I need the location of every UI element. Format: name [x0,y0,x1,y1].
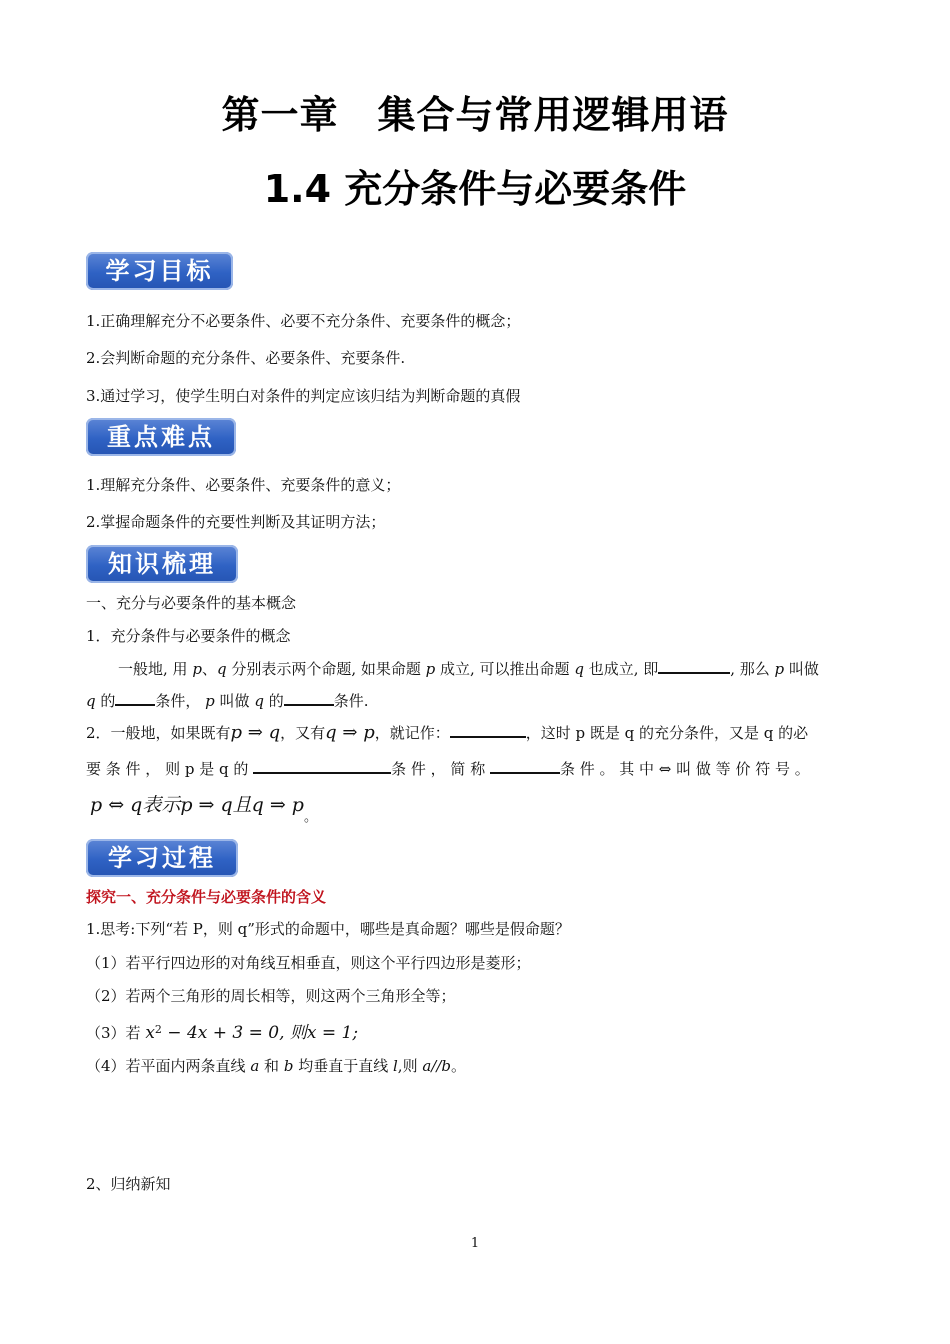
blank-sufficient [115,690,155,706]
knowledge-sub1: 1．充分条件与必要条件的概念 [86,627,291,645]
blank-notation [450,722,526,738]
key-point-2: 2.掌握命题条件的充要性判断及其证明方法； [86,513,386,531]
blank-short-name [490,758,560,774]
concept-paragraph-line2: q 的 条件， p 叫做 q 的 条件. [86,692,369,710]
definition-line1: 2．一般地，如果既有p ⇒ q，又有q ⇒ p，就记作： ，这时 p 既是 q 的充分条件，又是 q 的必 [86,722,809,743]
blank-condition-type [253,758,391,774]
badge-objectives: 学习目标 [86,252,233,290]
objective-3: 3.通过学习，使学生明白对条件的判定应该归结为判断命题的真假 [86,387,521,405]
proposition-1: （1）若平行四边形的对角线互相垂直，则这个平行四边形是菱形； [86,954,531,972]
blank-necessary [284,690,334,706]
blank-implication [658,658,730,674]
explore-title: 探究一、充分条件与必要条件的含义 [86,888,327,906]
objective-1: 1.正确理解充分不必要条件、必要不充分条件、充要条件的概念； [86,312,521,330]
objective-2: 2.会判断命题的充分条件、必要条件、充要条件. [86,349,406,367]
proposition-3: （3）若 $x^2 - 4x + 3 = 0$, 则x = 1; [86,1023,359,1043]
section-title: 1.4 充分条件与必要条件 [263,167,687,211]
equivalence-formula: p ⇔ q表示p ⇒ q且q ⇒ p。 [90,794,317,825]
key-point-1: 1.理解充分条件、必要条件、充要条件的意义； [86,476,401,494]
proposition-4: （4）若平面内两条直线 a 和 b 均垂直于直线 l,则 a//b。 [86,1057,467,1075]
chapter-title: 第一章 集合与常用逻辑用语 [221,93,729,137]
badge-key-points: 重点难点 [86,418,236,456]
badge-knowledge: 知识梳理 [86,545,238,583]
think-question: 1.思考:下列“若 P，则 q”形式的命题中，哪些是真命题？哪些是假命题？ [86,920,570,938]
knowledge-heading: 一、充分与必要条件的基本概念 [86,594,297,612]
page-number: 1 [470,1236,480,1251]
induce-heading: 2、归纳新知 [86,1175,171,1193]
definition-line2: 要 条 件 ， 则 p 是 q 的 条 件 ， 简 称 条 件 。 其 中 ⇔ 叫 做 等 价 符 号 。 [86,760,810,778]
badge-process: 学习过程 [86,839,238,877]
proposition-2: （2）若两个三角形的周长相等，则这两个三角形全等； [86,987,456,1005]
concept-paragraph-line1: 一般地, 用 p、q 分别表示两个命题, 如果命题 p 成立, 可以推出命题 q 也成立, 即 , 那么 p 叫做 [118,660,819,678]
